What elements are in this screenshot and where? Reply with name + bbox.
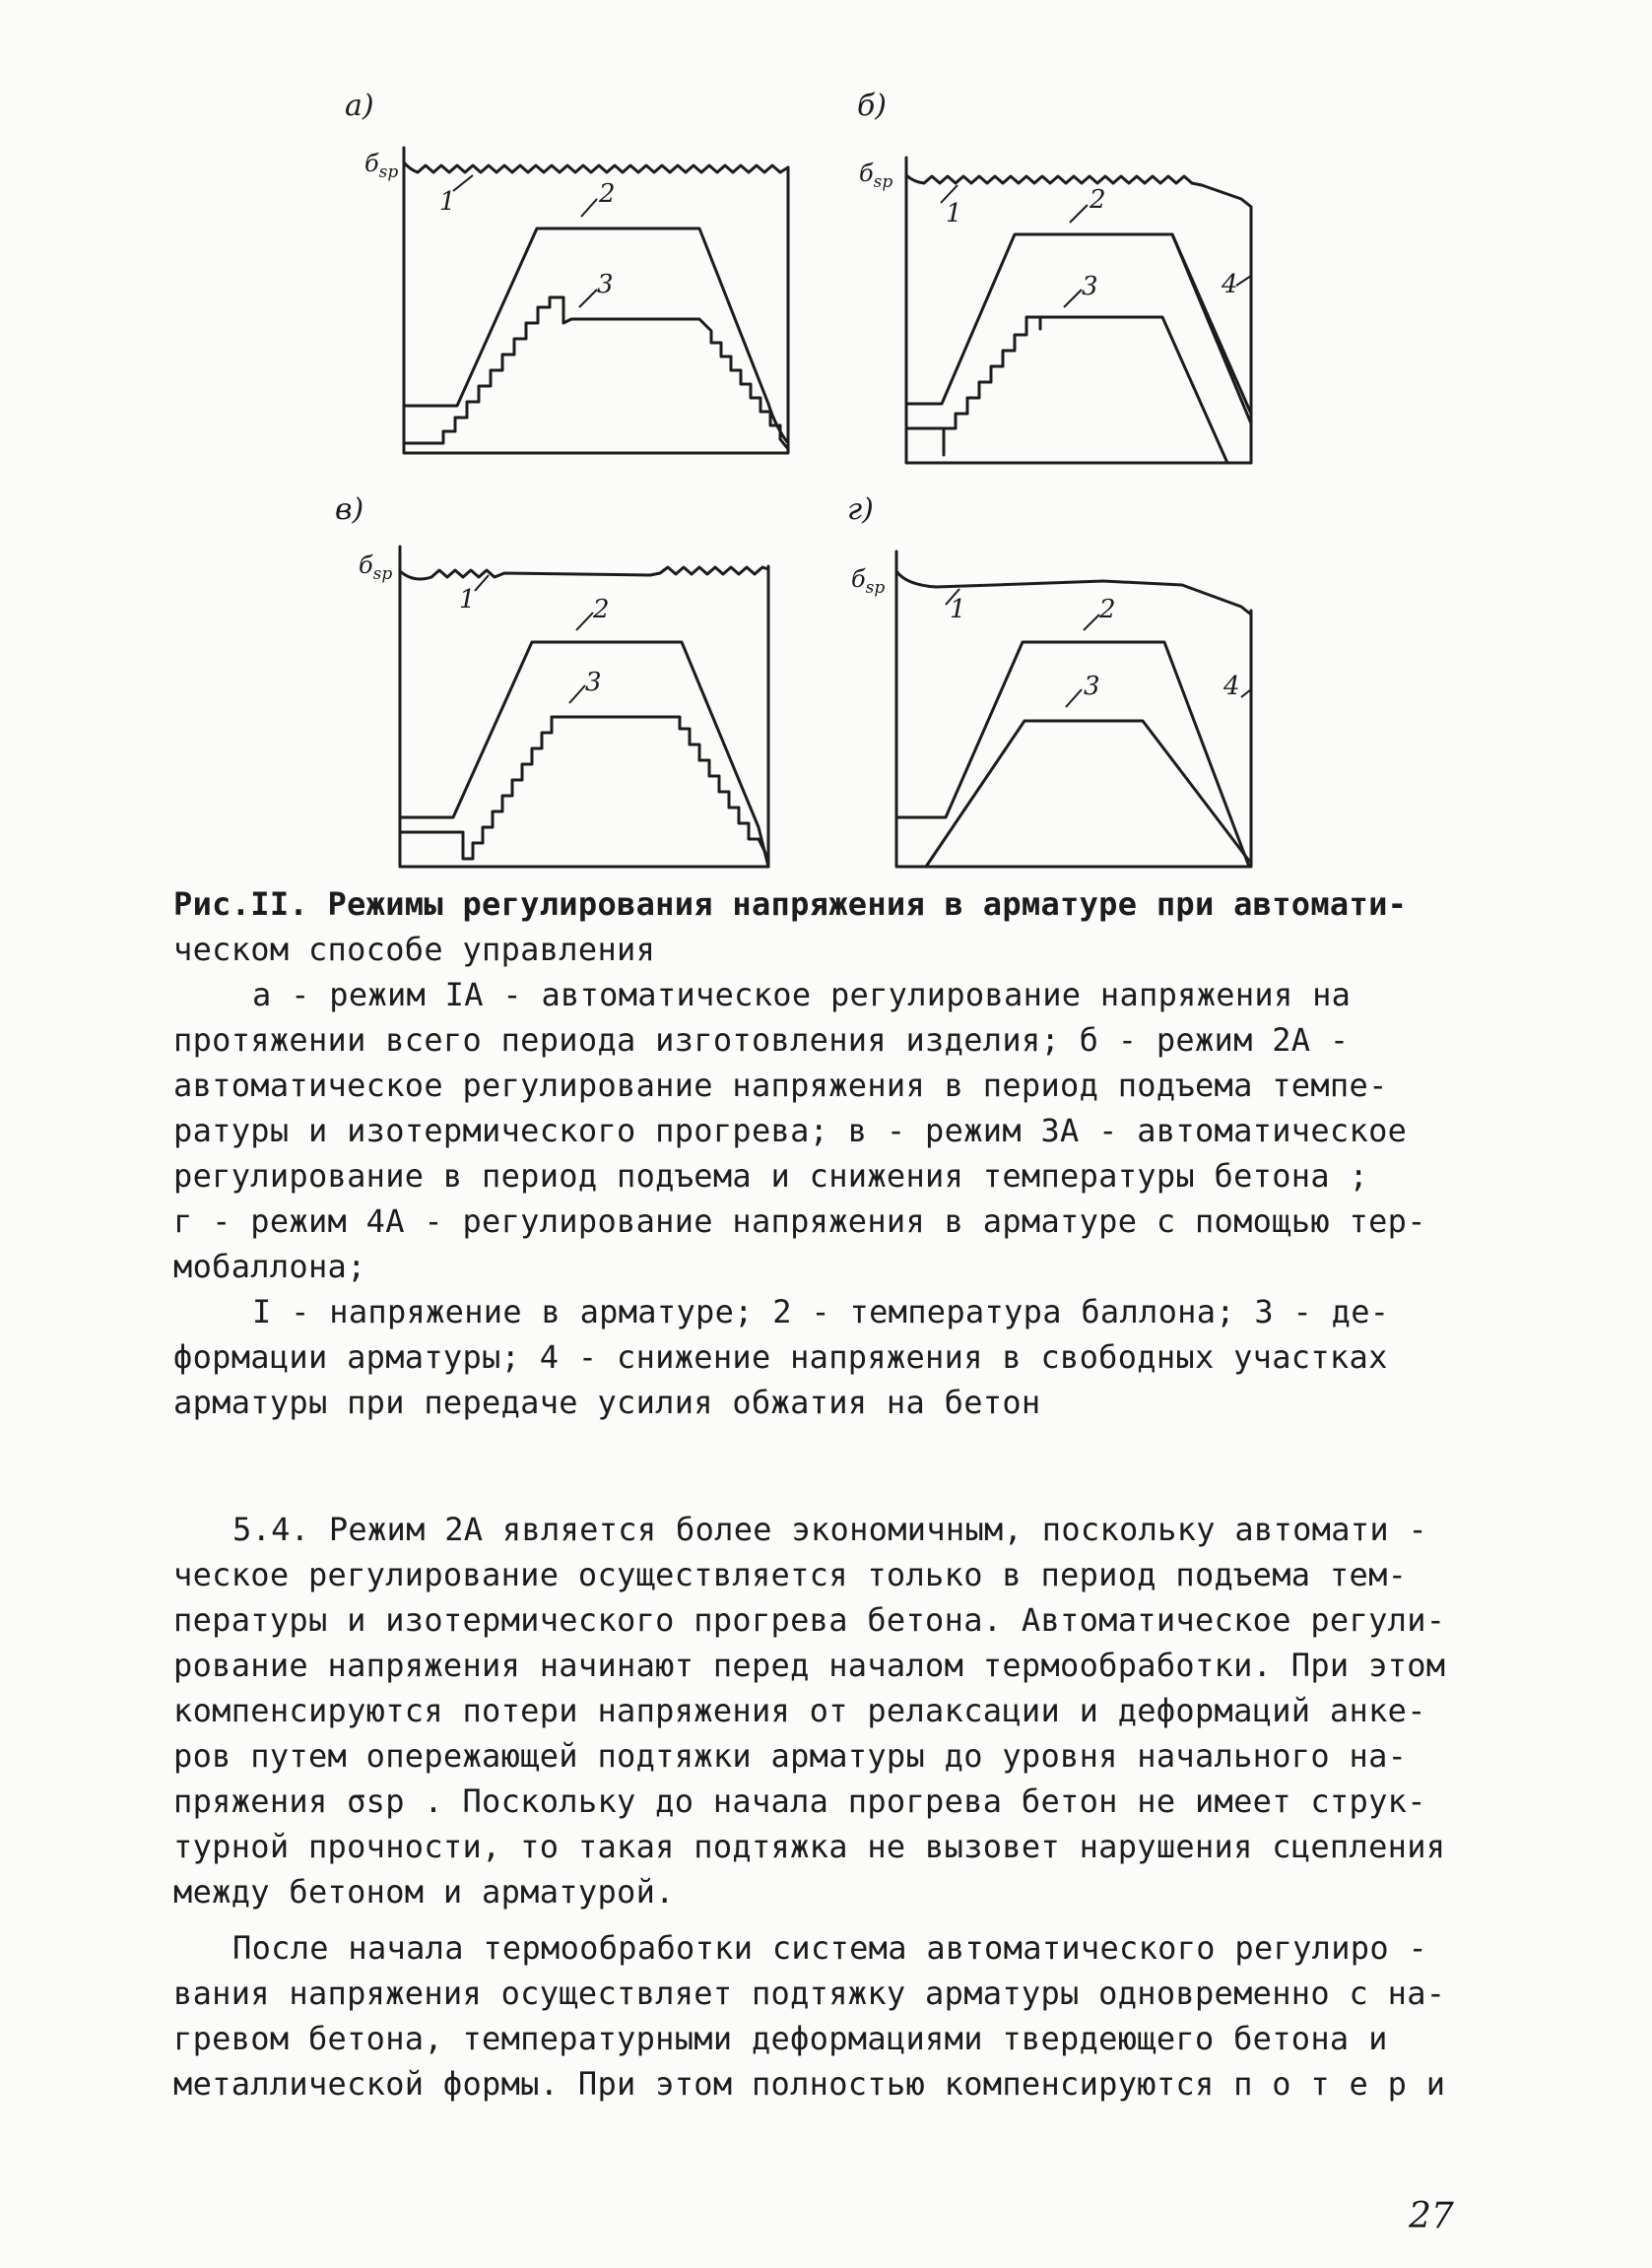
text-line: пряжения σsp . Поскольку до начала прогрева бетон не имеет струк- xyxy=(173,1782,1426,1820)
caption-line: I - напряжение в арматуре; 2 - температура баллона; 3 - де- xyxy=(252,1293,1390,1330)
curve-label-2: 2 xyxy=(1099,595,1116,624)
curve-3 xyxy=(926,721,1249,867)
curve-label-1: 1 xyxy=(950,595,966,624)
curve-3 xyxy=(906,317,1227,463)
figure-caption xyxy=(173,881,1484,1425)
caption-line: а - режим IA - автоматическое регулирование напряжения на xyxy=(252,976,1352,1013)
curve-label-3: 3 xyxy=(585,668,602,697)
figure xyxy=(0,0,1652,867)
curve-label-3: 3 xyxy=(1084,672,1100,701)
curve-1 xyxy=(400,567,768,579)
panel-a-plot xyxy=(335,89,808,483)
text-line: 5.4. Режим 2А является более экономичным, поскольку автомати - xyxy=(232,1511,1428,1548)
panel-b xyxy=(847,89,1320,483)
caption-line: арматуры при передаче усилия обжатия на бетон xyxy=(173,1384,1041,1421)
caption-line: мобаллона; xyxy=(173,1248,366,1285)
curve-label-2: 2 xyxy=(599,179,616,209)
curve-label-3: 3 xyxy=(597,270,614,299)
text-line: турной прочности, то такая подтяжка не вызовет нарушения сцепления xyxy=(173,1828,1446,1865)
text-line: рование напряжения начинают перед началом термообработки. При этом xyxy=(173,1647,1446,1684)
text-line: металлической формы. При этом полностью компенсируются п о т е р и xyxy=(173,2065,1446,2103)
sigma-sp-label: $б_{sp}$ xyxy=(364,150,399,182)
caption-line: формации арматуры; 4 - снижение напряжения в свободных участках xyxy=(173,1338,1388,1376)
paragraph-5-4 xyxy=(173,1507,1484,1914)
caption-line: автоматическое регулирование напряжения в период подъема темпе- xyxy=(173,1067,1388,1104)
curve-2 xyxy=(404,228,788,443)
text-line: между бетоном и арматурой. xyxy=(173,1873,675,1911)
panel-a xyxy=(335,89,808,483)
text-line: ров путем опережающей подтяжки арматуры до уровня начального на- xyxy=(173,1737,1408,1775)
panel-letter: в) xyxy=(335,492,364,527)
curve-label-4: 4 xyxy=(1223,672,1240,701)
text-line: пературы и изотермического прогрева бетона. Автоматическое регули- xyxy=(173,1601,1446,1639)
page-number: 27 xyxy=(1409,2196,1454,2236)
panel-d xyxy=(847,492,1320,886)
panel-letter: а) xyxy=(345,89,374,123)
curve-label-2: 2 xyxy=(1090,185,1106,215)
sigma-sp-label: $б_{sp}$ xyxy=(851,565,886,598)
curve-label-1: 1 xyxy=(439,187,456,217)
caption-line: протяжении всего периода изготовления изделия; б - режим 2А - xyxy=(173,1021,1350,1059)
sigma-sp-label: $б_{sp}$ xyxy=(859,160,893,192)
curve-2 xyxy=(906,234,1251,463)
text-line: гревом бетона, температурными деформациями твердеющего бетона и xyxy=(173,2020,1388,2057)
curve-label-1: 1 xyxy=(946,199,962,228)
panel-letter: б) xyxy=(857,89,888,123)
curve-label-4: 4 xyxy=(1222,270,1238,299)
curve-3 xyxy=(404,297,788,449)
text-line: После начала термообработки система автоматического регулиро - xyxy=(232,1929,1428,1967)
panel-c xyxy=(335,492,808,886)
curve-label-2: 2 xyxy=(593,595,610,624)
caption-line: ческом способе управления xyxy=(173,931,656,968)
curve-label-1: 1 xyxy=(459,585,476,615)
caption-line: регулирование в период подъема и снижения температуры бетона ; xyxy=(173,1157,1369,1195)
text-line: ческое регулирование осуществляется только в период подъема тем- xyxy=(173,1556,1408,1593)
caption-line: г - режим 4А - регулирование напряжения в арматуре с помощью тер- xyxy=(173,1202,1426,1240)
curve-3 xyxy=(400,717,768,859)
panel-c-plot xyxy=(335,492,808,886)
paragraph-after-heat-treatment xyxy=(173,1925,1484,2106)
text-line: вания напряжения осуществляет подтяжку арматуры одновременно с на- xyxy=(173,1975,1446,2012)
curve-label-3: 3 xyxy=(1082,272,1098,301)
text-line: компенсируются потери напряжения от релаксации и деформаций анке- xyxy=(173,1692,1426,1729)
panel-letter: г) xyxy=(847,492,874,527)
caption-title-line: Рис.II. Режимы регулирования напряжения в арматуре при автомати- xyxy=(173,885,1408,923)
caption-line: ратуры и изотермического прогрева; в - режим 3А - автоматическое xyxy=(173,1112,1408,1149)
curve-4 xyxy=(1172,234,1251,423)
curve-1 xyxy=(404,162,788,172)
sigma-sp-label: $б_{sp}$ xyxy=(359,551,393,584)
